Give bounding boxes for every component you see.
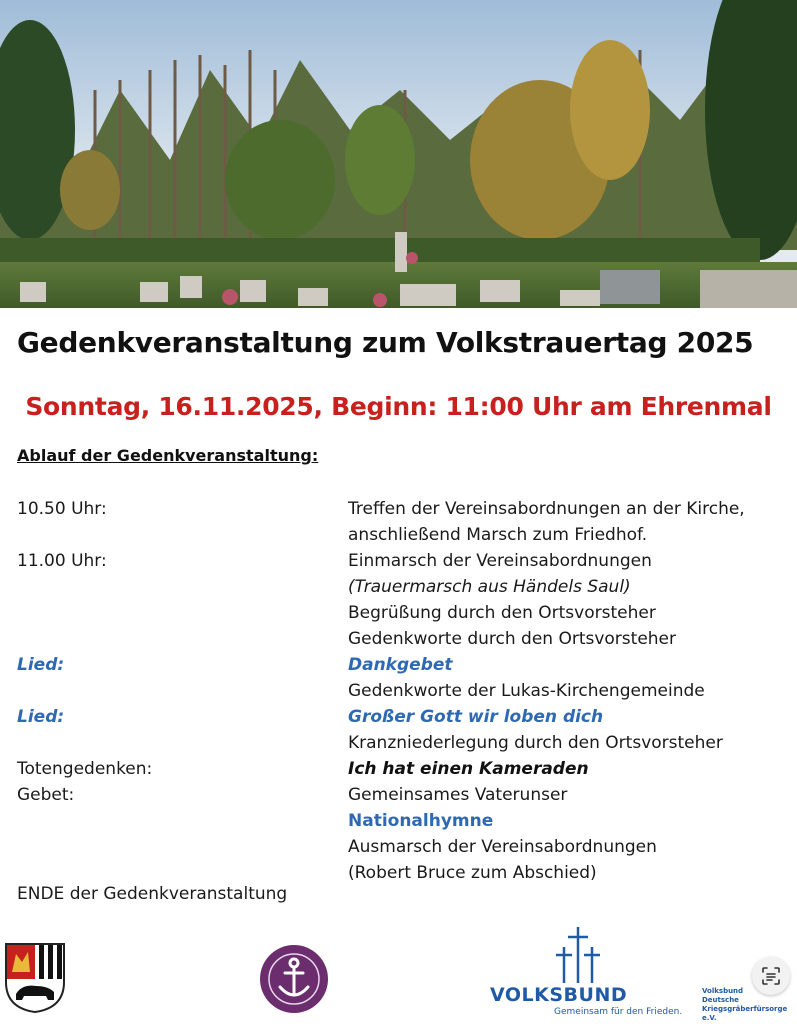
schedule-row [17, 678, 787, 704]
schedule-song: Dankgebet [348, 655, 453, 675]
volksbund-slogan: Gemeinsam für den Frieden. [554, 1007, 683, 1017]
scan-text-icon [752, 957, 790, 995]
schedule-row [17, 548, 787, 574]
schedule-item: Gedenkworte der Lukas-Kirchengemeinde [348, 681, 705, 701]
schedule-row [17, 808, 787, 834]
schedule-row [17, 496, 787, 522]
schedule-row [17, 626, 787, 652]
schedule-item: Einmarsch der Vereinsabordnungen [348, 551, 652, 571]
schedule-item: Gemeinsames Vaterunser [348, 785, 568, 805]
schedule-list [17, 496, 787, 886]
schedule-song: Ich hat einen Kameraden [348, 759, 589, 779]
vdk-line: Kriegsgräberfürsorge e.V. [702, 1005, 788, 1022]
schedule-item: (Trauermarsch aus Händels Saul) [348, 577, 631, 597]
schedule-item: Kranzniederlegung durch den Ortsvorsteher [348, 733, 723, 753]
volksbund-logo-text: VOLKSBUND [490, 984, 628, 1006]
schedule-label: Totengedenken: [17, 759, 153, 779]
end-text: ENDE der Gedenkveranstaltung [17, 884, 288, 904]
schedule-row [17, 782, 787, 808]
schedule-item: (Robert Bruce zum Abschied) [348, 863, 597, 883]
vdk-line: Volksbund [702, 987, 744, 995]
schedule-song: Nationalhymne [348, 811, 494, 831]
schedule-row [17, 834, 787, 860]
schedule-row [17, 860, 787, 886]
hero-photo [0, 0, 797, 308]
schedule-item: anschließend Marsch zum Friedhof. [348, 525, 648, 545]
schedule-heading: Ablauf der Gedenkveranstaltung: [17, 446, 319, 465]
schedule-row [17, 704, 787, 730]
schedule-row [17, 522, 787, 548]
schedule-row [17, 652, 787, 678]
schedule-row [17, 574, 787, 600]
schedule-item: Treffen der Vereinsabordnungen an der Kirche, [348, 499, 745, 519]
schedule-row [17, 756, 787, 782]
anchor-icon [258, 943, 330, 1019]
schedule-song: Großer Gott wir loben dich [348, 707, 604, 727]
crosses-icon [552, 925, 604, 989]
page-title: Gedenkveranstaltung zum Volkstrauertag 2025 [17, 326, 754, 359]
schedule-row [17, 730, 787, 756]
schedule-label-lied: Lied: [17, 655, 65, 675]
schedule-label-lied: Lied: [17, 707, 65, 727]
event-date-line: Sonntag, 16.11.2025, Beginn: 11:00 Uhr am Ehrenmal [25, 392, 772, 421]
schedule-label: Gebet: [17, 785, 75, 805]
vdk-line: Deutsche [702, 996, 739, 1004]
schedule-item: Begrüßung durch den Ortsvorsteher [348, 603, 656, 623]
schedule-time: 11.00 Uhr: [17, 551, 107, 571]
schedule-row [17, 600, 787, 626]
schedule-item: Gedenkworte durch den Ortsvorsteher [348, 629, 677, 649]
schedule-item: Ausmarsch der Vereinsabordnungen [348, 837, 657, 857]
bear-crest-icon [4, 942, 66, 1018]
schedule-time: 10.50 Uhr: [17, 499, 107, 519]
scan-text-button[interactable] [752, 957, 790, 995]
